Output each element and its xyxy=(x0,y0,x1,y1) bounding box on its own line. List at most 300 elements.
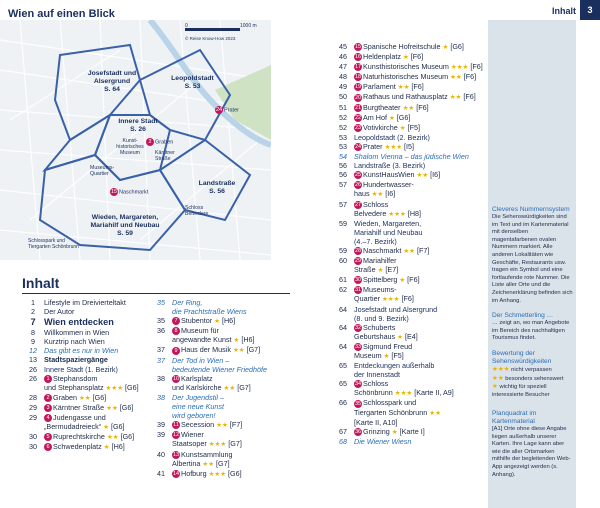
toc-label: Wieden, Margareten, xyxy=(354,218,422,228)
toc-page-number: 51 xyxy=(339,102,347,112)
toc-label: 28 Naschmarkt ★★ [F7] xyxy=(354,245,430,255)
toc-label: 33 Sigmund Freud xyxy=(354,341,413,351)
toc-page-number xyxy=(332,408,354,418)
toc-entry[interactable] xyxy=(332,237,488,246)
toc-page-number xyxy=(332,237,354,246)
toc-entry[interactable] xyxy=(332,361,488,370)
toc-page-number: 50 xyxy=(339,92,347,102)
toc-entry[interactable] xyxy=(332,351,488,361)
sight-number-badge: 20 xyxy=(354,94,362,101)
toc-page-number: 35 xyxy=(157,316,165,326)
toc-page-number: 9 xyxy=(31,337,35,347)
toc-entry[interactable] xyxy=(150,393,290,402)
toc-entry[interactable] xyxy=(332,103,488,113)
info-sidebar xyxy=(488,20,576,508)
toc-page-number xyxy=(332,294,354,304)
toc-label: 9 Haus der Musik ★★ [G7] xyxy=(172,345,260,355)
rating-stars: ★★★ xyxy=(208,470,227,478)
sight-number-badge: 12 xyxy=(172,432,180,439)
toc-label: und Karlskirche ★★ [G7] xyxy=(172,382,251,392)
toc-page-number: 40 xyxy=(157,449,165,459)
toc-page-number: 8 xyxy=(31,328,35,338)
poi-graben[interactable]: 2 Graben xyxy=(146,138,173,146)
toc-page-number: 46 xyxy=(339,52,347,62)
toc-page-number: 53 xyxy=(339,141,347,151)
toc-page-number xyxy=(150,411,172,420)
toc-entry[interactable] xyxy=(332,418,488,427)
rating-stars: ★ xyxy=(399,124,406,132)
toc-entry[interactable] xyxy=(150,345,290,355)
toc-page-number: 61 xyxy=(339,275,347,285)
toc-entry[interactable] xyxy=(332,379,488,388)
toc-label: Schönbrunn ★★★ [Karte II, A9] xyxy=(354,388,454,398)
toc-page-number: 66 xyxy=(339,398,347,408)
toc-entry[interactable] xyxy=(332,285,488,294)
toc-page-number: 57 xyxy=(339,199,347,209)
toc-entry[interactable] xyxy=(150,469,290,479)
toc-page-number xyxy=(332,418,354,427)
toc-entry[interactable] xyxy=(150,316,290,326)
toc-entry[interactable] xyxy=(332,370,488,379)
toc-label: Straße ★ [E7] xyxy=(354,265,399,275)
toc-page-number xyxy=(150,459,172,469)
toc-label: 3 Kärntner Straße ★★ [G6] xyxy=(44,403,133,413)
overview-map xyxy=(0,20,271,260)
toc-label: haus ★★ [I6] xyxy=(354,189,396,199)
sight-number-badge: 2 xyxy=(44,394,52,402)
toc-label: Der Jugendstil – xyxy=(172,392,224,402)
toc-entry[interactable] xyxy=(150,326,290,335)
toc-label: 1 Stephansdom xyxy=(44,374,97,383)
sight-number-badge: 19 xyxy=(354,84,362,91)
sight-number-badge: 23 xyxy=(354,124,362,131)
toc-label: 15 Spanische Hofreitschule ★ [G6] xyxy=(354,42,464,51)
toc-page-number: 52 xyxy=(339,122,347,132)
toc-entry[interactable] xyxy=(22,337,150,346)
toc-page-number: 64 xyxy=(339,341,347,351)
toc-page-number: 64 xyxy=(339,304,347,314)
toc-entry[interactable] xyxy=(332,314,488,323)
sight-number-badge: 18 xyxy=(354,74,362,81)
toc-label: Geburtshaus ★ [E4] xyxy=(354,331,418,341)
toc-page-number xyxy=(332,351,354,361)
rating-stars: ★★★ xyxy=(388,210,406,218)
sight-number-badge: 29 xyxy=(354,258,362,265)
toc-label: Staatsoper ★★★ [G7] xyxy=(172,439,242,449)
rating-stars: ★★★ xyxy=(381,296,400,304)
toc-label: 29 Mariahilfer xyxy=(354,256,397,266)
sight-number-badge: 4 xyxy=(44,414,52,422)
poi-schoenbrunn[interactable]: Schlosspark und Tiergarten Schönbrunn xyxy=(28,238,79,250)
toc-page-number xyxy=(150,307,172,316)
sight-number-badge: 34 xyxy=(354,381,362,388)
toc-entry[interactable] xyxy=(22,328,150,337)
sight-number-badge: 33 xyxy=(354,344,362,350)
rating-stars: ★ xyxy=(214,318,220,326)
toc-label: Tiergarten Schönbrunn ★★ xyxy=(354,407,441,417)
toc-entry[interactable] xyxy=(332,62,488,72)
toc-entry[interactable] xyxy=(332,265,488,275)
toc-entry[interactable] xyxy=(332,408,488,418)
toc-page-number xyxy=(332,265,354,275)
sight-number-badge: 9 xyxy=(172,347,180,355)
toc-entry[interactable] xyxy=(150,356,290,365)
toc-entry[interactable] xyxy=(332,133,488,142)
rating-stars: ★★ xyxy=(371,191,384,199)
sight-number-badge: 22 xyxy=(354,114,362,121)
rating-stars: ★ xyxy=(103,444,110,452)
toc-entry[interactable] xyxy=(332,332,488,342)
toc-label: 7 Stubentor ★ [H6] xyxy=(172,316,235,326)
rating-stars: ★★ xyxy=(416,172,429,180)
sight-number-badge: 25 xyxy=(354,172,362,179)
sight-number-badge: 21 xyxy=(354,104,362,111)
rating-stars: ★★ xyxy=(216,422,228,430)
toc-entry[interactable] xyxy=(332,275,488,285)
toc-entry[interactable] xyxy=(150,335,290,345)
toc-entry[interactable] xyxy=(150,439,290,449)
rating-stars: ★★ xyxy=(403,247,415,255)
toc-page-number: 52 xyxy=(339,112,347,122)
sight-number-badge: 32 xyxy=(354,324,362,331)
toc-label: 2 Graben ★★ [G6] xyxy=(44,393,106,403)
toc-entry[interactable] xyxy=(332,123,488,133)
toc-page-number xyxy=(22,422,44,432)
toc-entry[interactable] xyxy=(332,246,488,256)
toc-entry[interactable] xyxy=(332,52,488,62)
toc-column-mid xyxy=(150,298,290,479)
toc-column-left xyxy=(22,298,150,452)
toc-page-number: 48 xyxy=(339,72,347,82)
sidebar-rating: Bewertung der Sehenswürdigkeiten ★★★ nicht verpassen ★★ besonders sehenswert ★ wichtig für speziell interessierte Besucher xyxy=(492,350,564,398)
toc-entry[interactable] xyxy=(332,305,488,314)
toc-entry[interactable] xyxy=(150,365,290,374)
toc-entry[interactable] xyxy=(150,383,290,393)
toc-page-number: 29 xyxy=(29,402,37,412)
toc-label: bedeutende Wiener Friedhöfe xyxy=(172,364,268,374)
toc-entry[interactable] xyxy=(150,411,290,420)
toc-entry[interactable] xyxy=(332,388,488,398)
toc-page-number: 45 xyxy=(339,42,347,51)
toc-entry[interactable] xyxy=(332,219,488,228)
toc-label: Quartier ★★★ [F6] xyxy=(354,294,414,304)
toc-label: 23 Votivkirche ★ [F5] xyxy=(354,122,420,132)
toc-page-number: 59 xyxy=(339,245,347,255)
rating-stars: ★★ xyxy=(223,384,236,392)
toc-page-number xyxy=(332,189,354,199)
toc-entry[interactable] xyxy=(150,374,290,383)
toc-label: 34 Schloss xyxy=(354,379,389,389)
toc-label: 16 Heldenplatz ★ [F6] xyxy=(354,52,424,62)
toc-page-number: 56 xyxy=(339,170,347,180)
toc-label: Lifestyle im Dreivierteltakt xyxy=(44,298,126,307)
toc-page-number: 39 xyxy=(157,420,165,430)
toc-entry[interactable] xyxy=(22,374,150,383)
toc-page-number: 65 xyxy=(339,361,347,371)
sight-number-badge: 28 xyxy=(354,248,362,255)
sight-number-badge: 24 xyxy=(354,144,362,151)
toc-label: 20 Rathaus und Rathausplatz ★★ [F6] xyxy=(354,92,476,102)
toc-entry[interactable] xyxy=(150,307,290,316)
toc-entry[interactable] xyxy=(22,355,150,364)
rating-stars: ★★★ xyxy=(384,143,403,151)
toc-page-number xyxy=(332,388,354,398)
sidebar-numbering: Cleveres Nummernsystem Die Sehenswürdigkeiten sind im Text und im Kartenmaterial mit denselben magentafarbenen ovalen Nummern markiert. Alle anderen Lokalitäten wie Geschäfte, Restaurants usw. tragen ein Symbol und eine fortlaufende rote Nummer. Die Liste aller Orte und die Zeichenerklärung befinden sich im Anhang. xyxy=(492,206,573,304)
toc-page-number: 29 xyxy=(29,413,37,423)
toc-entry[interactable] xyxy=(22,307,150,316)
poi-naschmarkt[interactable]: 15 Naschmarkt xyxy=(110,189,149,196)
toc-label: Der Tod in Wien – xyxy=(172,355,230,365)
sight-number-badge: 13 xyxy=(172,451,180,458)
toc-entry[interactable] xyxy=(150,298,290,307)
toc-label: Belvedere ★★★ [H8] xyxy=(354,208,422,218)
toc-page-number: 35 xyxy=(157,298,165,307)
toc-page-number: 12 xyxy=(29,346,37,356)
toc-entry[interactable] xyxy=(22,316,150,328)
toc-entry[interactable] xyxy=(332,427,488,437)
rating-stars: ★★ xyxy=(402,104,415,112)
rating-stars: ★★★ xyxy=(450,64,469,72)
toc-page-number xyxy=(332,314,354,323)
rating-stars: ★★★ xyxy=(208,441,227,449)
sight-number-badge: 16 xyxy=(354,54,362,61)
sidebar-butterfly: Der Schmetterling … … zeigt an, wo man Angebote im Bereich des nachhaltigen Tourismus findet. xyxy=(492,312,570,342)
toc-label: 19 Parlament ★★ [F6] xyxy=(354,82,424,92)
toc-entry[interactable] xyxy=(22,442,150,452)
page-header: Wien auf einen Blick xyxy=(8,8,115,20)
toc-page-number xyxy=(332,228,354,237)
toc-page-number: 60 xyxy=(339,256,347,266)
sight-number-badge: 17 xyxy=(354,64,362,71)
toc-entry[interactable] xyxy=(22,393,150,403)
toc-label: 27 Schloss xyxy=(354,199,389,209)
page-number: 3 xyxy=(580,0,600,20)
sight-number-badge: 10 xyxy=(172,375,180,382)
toc-entry[interactable] xyxy=(332,92,488,102)
toc-label: 30 Spittelberg ★ [F6] xyxy=(354,275,420,285)
toc-label: Der Ring, xyxy=(172,298,203,307)
rating-stars: ★★★ xyxy=(105,384,124,392)
toc-page-number: 1 xyxy=(31,298,35,307)
toc-page-number xyxy=(150,402,172,411)
toc-page-number xyxy=(150,335,172,345)
toc-entry[interactable] xyxy=(332,180,488,189)
sight-number-badge: 7 xyxy=(172,317,180,325)
toc-page-number: 30 xyxy=(29,432,37,442)
rating-stars: ★★ xyxy=(106,404,118,412)
rating-stars: ★★ xyxy=(106,434,119,442)
toc-label: „Bermudadreieck“ ★ [G6] xyxy=(44,422,125,432)
toc-label: eine neue Kunst xyxy=(172,402,224,412)
map-copyright: © Reise Know-How 2023 xyxy=(185,36,236,41)
district-innere-stadt: Innere Stadt S. 26 xyxy=(118,118,158,133)
toc-label: 22 Am Hof ★ [G6] xyxy=(354,112,411,122)
toc-entry[interactable] xyxy=(332,113,488,123)
toc-label: 14 Hofburg ★★★ [G6] xyxy=(172,468,242,478)
toc-page-number: 26 xyxy=(29,364,37,374)
toc-page-number: 7 xyxy=(30,317,36,328)
toc-rule xyxy=(22,293,290,294)
rating-stars: ★ xyxy=(442,44,449,51)
toc-entry[interactable] xyxy=(332,142,488,152)
toc-label: (8. und 9. Bezirk) xyxy=(354,313,409,323)
toc-page-number: 62 xyxy=(339,285,347,295)
toc-page-number xyxy=(22,383,44,393)
toc-page-number: 37 xyxy=(157,355,165,365)
toc-label: 24 Prater ★★★ [I5] xyxy=(354,141,415,151)
rating-stars: ★ xyxy=(402,54,409,62)
toc-page-number xyxy=(150,365,172,374)
toc-label: Entdeckungen außerhalb xyxy=(354,361,435,371)
scale-1: 1000 m xyxy=(240,23,257,29)
toc-entry[interactable] xyxy=(22,432,150,442)
toc-entry[interactable] xyxy=(22,365,150,374)
toc-page-number: 38 xyxy=(157,392,165,402)
sight-number-badge: 1 xyxy=(44,375,52,383)
rating-stars: ★★ xyxy=(202,460,215,468)
rating-stars: ★ xyxy=(388,114,395,122)
poi-kaerntner[interactable]: Kärntner Straße xyxy=(155,150,175,162)
toc-entry[interactable] xyxy=(332,170,488,180)
toc-page-number xyxy=(332,370,354,379)
rating-stars: ★ xyxy=(397,333,403,341)
toc-page-number: 53 xyxy=(339,132,347,142)
sight-number-badge: 5 xyxy=(44,433,52,441)
toc-entry[interactable] xyxy=(150,402,290,411)
toc-page-number xyxy=(150,439,172,449)
toc-entry[interactable] xyxy=(22,422,150,432)
toc-entry[interactable] xyxy=(332,437,488,446)
toc-entry[interactable] xyxy=(332,82,488,92)
toc-entry[interactable] xyxy=(150,459,290,469)
toc-label: 31 Museums- xyxy=(354,285,397,295)
toc-label: 4 Judengasse und xyxy=(44,413,106,422)
rating-stars: ★ xyxy=(391,428,398,436)
toc-label: Josefstadt und Alsergrund xyxy=(354,304,438,314)
toc-label: [Karte II, A10] xyxy=(354,417,398,427)
toc-label: 36 Grinzing ★ [Karte I] xyxy=(354,426,425,436)
toc-page-number: 39 xyxy=(157,430,165,440)
district-wieden: Wieden, Margareten, Mariahilf und Neubau S. 59 xyxy=(90,214,160,237)
toc-entry[interactable] xyxy=(332,294,488,304)
toc-label: Leopoldstadt (2. Bezirk) xyxy=(354,132,430,142)
toc-label: die Prachtstraße Wiens xyxy=(172,307,247,317)
toc-entry[interactable] xyxy=(332,152,488,161)
toc-label: 8 Museum für xyxy=(172,326,219,335)
poi-mq[interactable]: Museums-Quartier xyxy=(90,165,115,177)
toc-entry[interactable] xyxy=(22,403,150,413)
toc-label: 35 Schlosspark und xyxy=(354,398,417,408)
toc-entry[interactable] xyxy=(22,413,150,422)
toc-page-number xyxy=(150,383,172,393)
toc-entry[interactable] xyxy=(22,383,150,393)
toc-label: 21 Burgtheater ★★ [F6] xyxy=(354,102,429,112)
toc-entry[interactable] xyxy=(332,398,488,407)
sight-number-badge: 26 xyxy=(354,182,362,189)
sight-number-badge: 15 xyxy=(354,44,362,51)
section-tab: Inhalt xyxy=(552,6,576,16)
sight-number-badge: 3 xyxy=(44,404,52,412)
toc-page-number: 36 xyxy=(157,326,165,336)
toc-label: 10 Karlsplatz xyxy=(172,373,213,383)
poi-prater[interactable]: 24 Prater xyxy=(215,107,239,114)
toc-entry[interactable] xyxy=(332,42,488,52)
rating-stars: ★★★ xyxy=(394,390,413,398)
district-josefstadt: Josefstadt und Alsergrund S. 64 xyxy=(87,70,137,93)
sight-number-badge: 6 xyxy=(44,443,52,451)
toc-page-number: 67 xyxy=(339,426,347,436)
toc-label: und Stephansplatz ★★★ [G6] xyxy=(44,382,139,392)
toc-label: 32 Schuberts xyxy=(354,322,396,332)
toc-entry[interactable] xyxy=(332,189,488,199)
sight-number-badge: 14 xyxy=(172,470,180,477)
toc-entry[interactable] xyxy=(332,200,488,209)
toc-entry[interactable] xyxy=(22,346,150,355)
toc-label: 17 Kunsthistorisches Museum ★★★ [F6] xyxy=(354,62,483,72)
toc-entry[interactable] xyxy=(332,161,488,170)
toc-page-number: 57 xyxy=(339,180,347,190)
toc-label: 25 KunstHausWien ★★ [I6] xyxy=(354,170,441,180)
toc-label: 5 Ruprechtskirche ★★ [G6] xyxy=(44,432,134,442)
sight-number-badge: 35 xyxy=(354,400,362,407)
toc-title: Inhalt xyxy=(22,275,60,291)
toc-entry[interactable] xyxy=(332,72,488,82)
toc-label: Wien entdecken xyxy=(44,317,114,328)
toc-page-number xyxy=(332,209,354,219)
toc-page-number: 49 xyxy=(339,82,347,92)
toc-label: (4.–7. Bezirk) xyxy=(354,236,397,246)
toc-column-right xyxy=(332,42,488,446)
rating-stars: ★★ xyxy=(450,74,462,82)
sight-number-badge: 8 xyxy=(172,327,180,335)
toc-label: Museum ★ [F5] xyxy=(354,351,404,360)
scale-0: 0 xyxy=(185,23,188,29)
sight-number-badge: 27 xyxy=(354,201,362,208)
toc-page-number: 56 xyxy=(339,161,347,171)
rating-stars: ★ xyxy=(377,267,384,275)
rating-stars: ★ xyxy=(383,353,390,360)
toc-entry[interactable] xyxy=(332,228,488,237)
toc-label: 13 Kunstsammlung xyxy=(172,449,233,459)
toc-entry[interactable] xyxy=(332,256,488,265)
toc-entry[interactable] xyxy=(332,323,488,332)
toc-entry[interactable] xyxy=(150,430,290,439)
poi-belvedere[interactable]: Schloss Belvedere xyxy=(185,205,209,217)
rating-stars: ★★ xyxy=(232,347,245,355)
sight-number-badge: 30 xyxy=(354,277,362,284)
toc-page-number: 59 xyxy=(339,218,347,228)
toc-page-number: 68 xyxy=(339,436,347,446)
toc-label: Das gibt es nur in Wien xyxy=(44,346,119,356)
toc-page-number: 13 xyxy=(29,355,37,365)
toc-entry[interactable] xyxy=(22,298,150,307)
poi-khm[interactable]: Kunst-historisches Museum xyxy=(116,138,144,156)
rating-stars: ★ xyxy=(233,337,240,345)
toc-label: Willkommen in Wien xyxy=(44,328,110,338)
sight-number-badge: 11 xyxy=(173,422,179,429)
toc-label: Die Wiener Wiesn xyxy=(354,436,412,446)
toc-entry[interactable] xyxy=(150,420,290,430)
toc-label: 6 Schwedenplatz ★ [H6] xyxy=(44,442,125,452)
toc-label: Kurztrip nach Wien xyxy=(44,337,105,347)
toc-label: angewandte Kunst ★ [H6] xyxy=(172,335,255,345)
toc-entry[interactable] xyxy=(332,209,488,219)
rating-stars: ★★ xyxy=(397,84,410,92)
toc-entry[interactable] xyxy=(332,342,488,351)
toc-entry[interactable] xyxy=(150,450,290,459)
toc-page-number: 54 xyxy=(339,152,347,162)
toc-label: 26 Hundertwasser- xyxy=(354,180,414,190)
